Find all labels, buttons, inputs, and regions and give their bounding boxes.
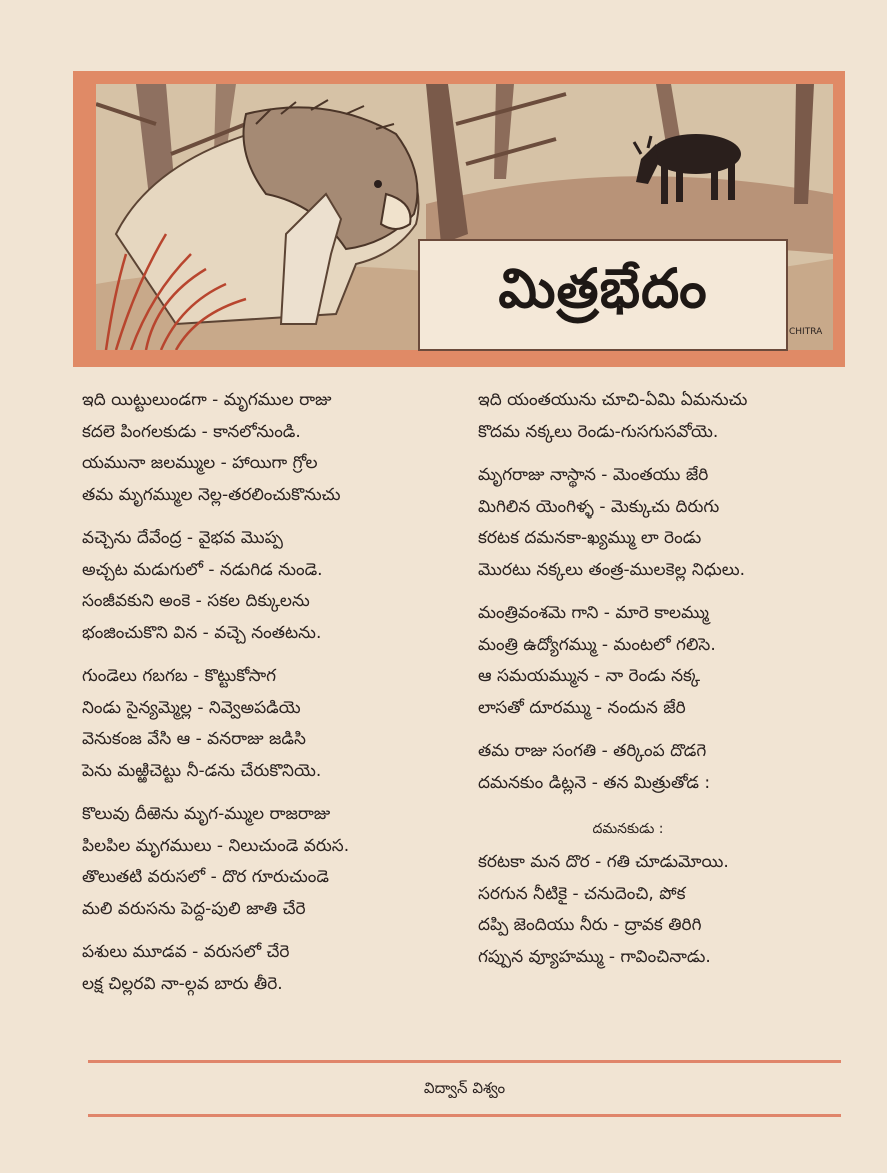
poem-line: సరగున నీటికై - చనుదెంచి, పోక [478, 883, 686, 904]
poem-line: వచ్చెను దేవేంద్ర - వైభవ మొప్ప [82, 528, 283, 548]
poem-line: మృగరాజు నాస్థాన - మెంతయు జేరి [478, 465, 709, 485]
footer-bottom-rule [88, 1114, 841, 1117]
poem-line: దప్పి జెందియు నీరు - ద్రావక తిరిగి [478, 915, 702, 935]
poem-line: గప్పున వ్యూహమ్ము - గావించినాడు. [478, 946, 711, 967]
stanza [478, 736, 858, 799]
stanza [478, 385, 858, 448]
poem-line: భంజించుకొని విన - వచ్చె నంతటను. [82, 622, 322, 643]
author-name: విద్వాన్ విశ్వం [418, 1079, 511, 1101]
footer-top-rule [88, 1060, 841, 1063]
poem-line: గుండెలు గబగబ - కొట్టుకోసాగ [82, 666, 277, 686]
poem-line: మంత్రివంశమె గాని - మారె కాలమ్ము [478, 603, 709, 623]
stanza [82, 799, 462, 925]
poem-line: కరటకా మన దొర - గతి చూడుమోయి. [478, 852, 729, 872]
stanza [478, 598, 858, 724]
poem-line: తమ రాజు సంగతి - తర్కింప దొడగె [478, 741, 707, 761]
poem-line: ఇది యంతయును చూచి-ఏమి ఏమనుచు [478, 390, 748, 410]
poem-line: లక్ష చిల్లరవి నా-ల్గవ బారు తీరె. [82, 973, 283, 994]
poem-line: మలి వరుసను పెద్ద-పులి జాతి చేరె [82, 898, 306, 919]
poem-line: మిగిలిన యెంగిళ్ళ - మెక్కుచు దిరుగు [478, 496, 720, 517]
poem-right-column [478, 385, 858, 985]
poem-line: అచ్చట మడుగులో - నడుగిడ నుండె. [82, 559, 323, 580]
poem-line: తమ మృగమ్ముల నెల్ల-తరలించుకొనుచు [82, 484, 341, 505]
poem-line: దమనకుం డిట్లనె - తన మిత్రుతోడ : [478, 772, 711, 793]
poem-line: కరటక దమనకా-ఖ్యమ్ము లా రెండు [478, 528, 702, 548]
poem-line: ఆ సమయమ్మున - నా రెండు నక్క [478, 666, 701, 686]
footer-band [88, 1068, 841, 1112]
speaker-label: దమనకుడు : [592, 821, 664, 837]
poem-line: లాసతో దూరమ్ము - నందున జేరి [478, 697, 686, 718]
poem-line: సంజీవకుని అంకె - సకల దిక్కులను [82, 591, 310, 611]
stanza [82, 661, 462, 787]
poem-line: వెనుకంజ వేసి ఆ - వనరాజు జడిసి [82, 729, 306, 749]
stanza [82, 523, 462, 649]
poem-line: ఇది యిట్టులుండగా - మృగముల రాజు [82, 390, 332, 410]
title-box [418, 239, 788, 351]
stanza [82, 385, 462, 511]
poem-line: కదలె పింగలకుడు - కానలోనుండి. [82, 421, 301, 442]
poem-line: మంత్రి ఉద్యోగమ్ము - మంటలో గలిసె. [478, 634, 716, 655]
poem-line: పిలపిల మృగములు - నిలుచుండె వరుస. [82, 835, 350, 856]
poem-line: కొదమ నక్కలు రెండు-గుసగుసవోయె. [478, 421, 719, 442]
artist-signature: CHITRA [789, 327, 823, 337]
poem-line: పెను మఱ్ఱిచెట్టు నీ-డను చేరుకొనియె. [82, 760, 322, 781]
poem-line: కొలువు దీఱెను మృగ-మ్ముల రాజరాజు [82, 804, 331, 824]
page-title: మిత్రభేదం [498, 256, 708, 320]
poem-line: యమునా జలమ్ముల - హాయిగా గ్రోల [82, 453, 318, 473]
poem-line: నిండు సైన్యమ్మెల్ల - నివ్వెఅపడియె [82, 697, 301, 718]
poem-line: మొరటు నక్కలు తంత్ర-ములకెల్ల నిధులు. [478, 559, 746, 580]
poem-line: పశులు మూడవ - వరుసలో చేరె [82, 942, 290, 962]
stanza [82, 937, 462, 1000]
poem-left-column [82, 385, 462, 1012]
stanza [478, 847, 858, 973]
stanza [478, 460, 858, 586]
poem-line: తొలుతటి వరుసలో - దొర గూరుచుండె [82, 867, 329, 887]
